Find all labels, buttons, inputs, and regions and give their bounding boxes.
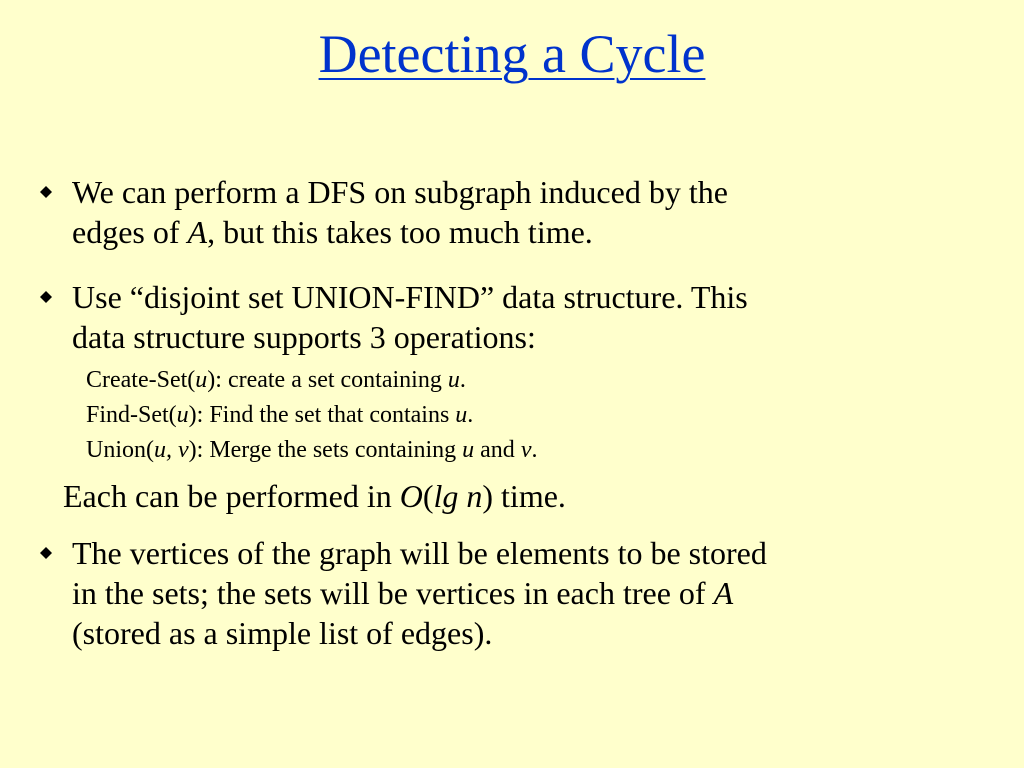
variable-u: u: [455, 402, 468, 428]
text-run: .: [467, 402, 474, 428]
diamond-bullet-icon: [40, 291, 52, 303]
operation-union: [86, 434, 537, 466]
operation-args: u: [195, 367, 208, 393]
slide-title: Detecting a Cycle: [318, 24, 706, 84]
operation-desc: ): Merge the sets containing: [188, 437, 463, 463]
text-run: .: [531, 437, 538, 463]
operation-desc: ): create a set containing: [207, 367, 448, 393]
variable-a: A: [713, 575, 734, 611]
diamond-bullet-icon: [40, 547, 52, 559]
bullet-line: data structure supports 3 operations:: [72, 319, 536, 355]
bullet-text: [72, 277, 952, 357]
bullet-line: [72, 212, 952, 252]
bullet-text: [72, 172, 952, 252]
bullet-line: We can perform a DFS on subgraph induced by the: [72, 174, 728, 210]
big-o: O: [399, 478, 423, 514]
complexity-line: [63, 476, 566, 516]
operation-name: Find-Set(: [86, 402, 177, 428]
text-run: (: [422, 478, 434, 514]
text-run: in the sets; the sets will be vertices in each tree of: [72, 575, 714, 611]
variable-u: u: [447, 367, 460, 393]
bullet-text: [72, 533, 952, 653]
text-run: , but this takes too much time.: [207, 214, 593, 250]
operation-find-set: [86, 399, 473, 431]
operation-name: Union(: [86, 437, 154, 463]
operation-name: Create-Set(: [86, 367, 196, 393]
text-run: and: [474, 437, 521, 463]
bullet-line: (stored as a simple list of edges).: [72, 615, 493, 651]
variable-u: u: [462, 437, 475, 463]
operation-args: u: [176, 402, 189, 428]
variable-v: v: [520, 437, 532, 463]
text-run: .: [459, 367, 466, 393]
bullet-line: [72, 573, 952, 613]
complexity-arg: lg n: [433, 478, 483, 514]
variable-a: A: [187, 214, 208, 250]
operation-create-set: [86, 364, 466, 396]
bullet-line: Use “disjoint set UNION-FIND” data structure. This: [72, 279, 748, 315]
diamond-bullet-icon: [40, 186, 52, 198]
bullet-line: The vertices of the graph will be elements to be stored: [72, 535, 767, 571]
text-run: Each can be performed in: [63, 478, 400, 514]
text-run: edges of: [72, 214, 188, 250]
text-run: ) time.: [482, 478, 566, 514]
operation-desc: ): Find the set that contains: [188, 402, 456, 428]
operation-args: u, v: [154, 437, 189, 463]
